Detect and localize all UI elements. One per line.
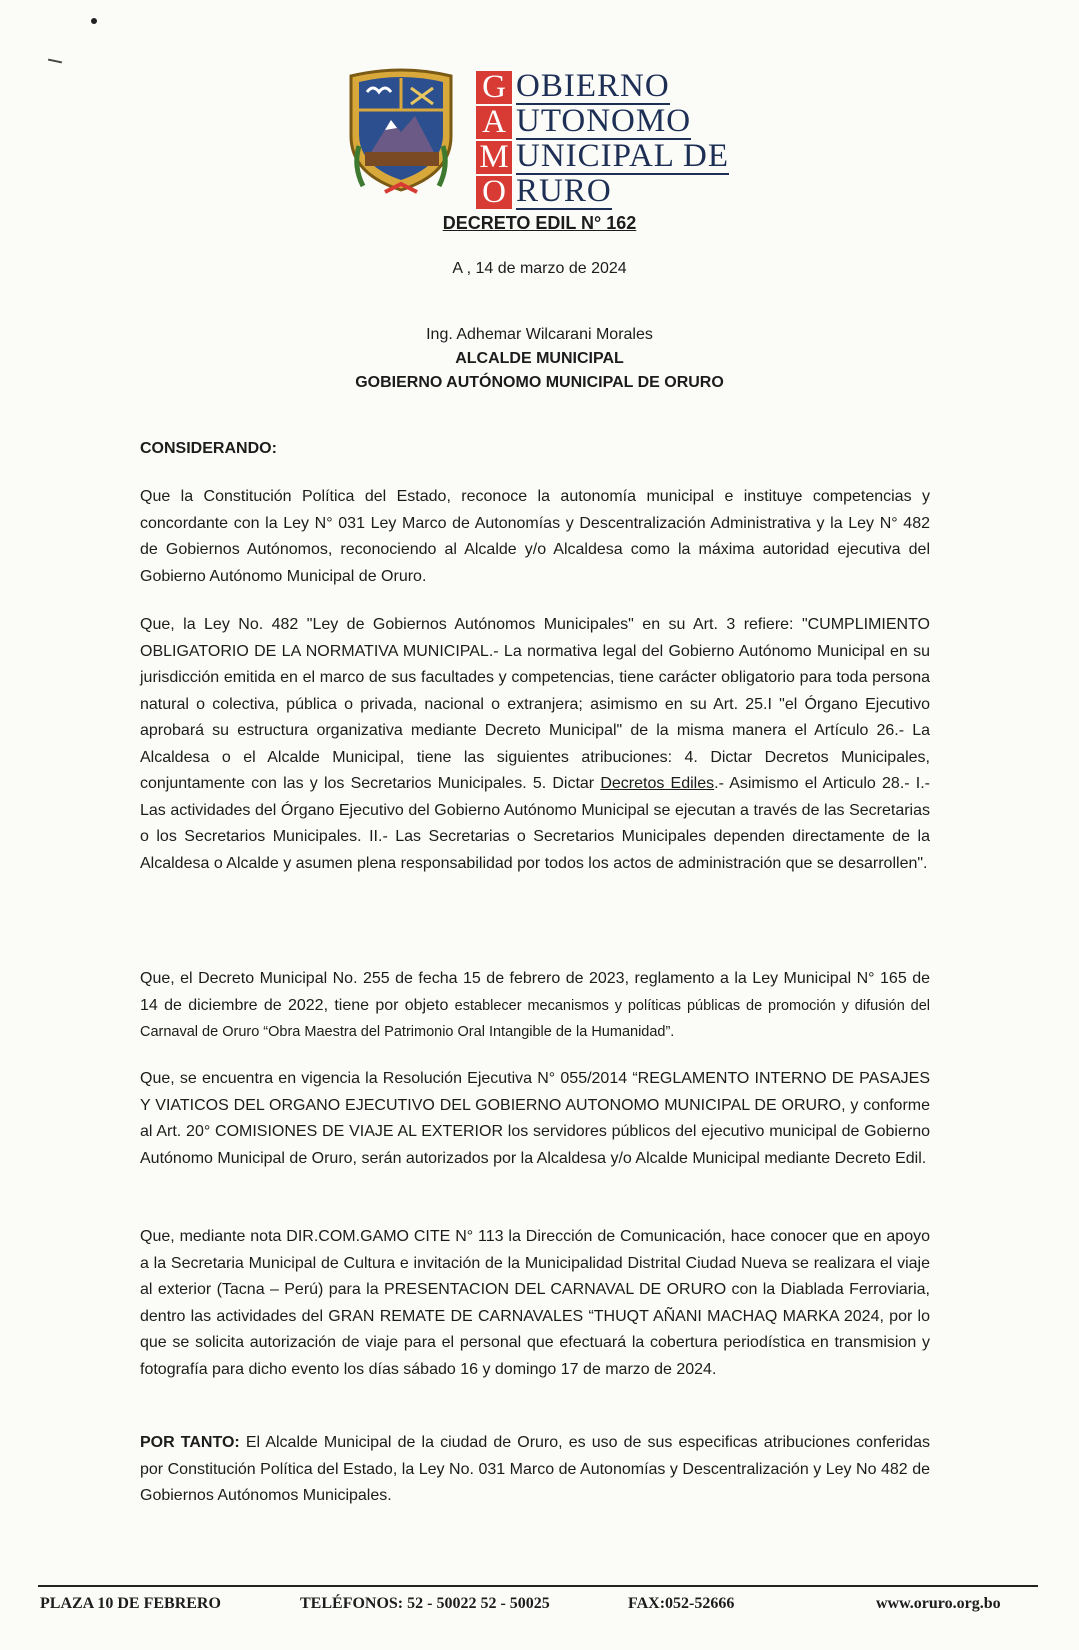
paragraph-1: Que la Constitución Política del Estado, reconoce la autonomía municipal e instituye competencias y concordante con la Ley N° 031 Ley Marco de Autonomías y Descentralización Administrativa y la Ley N° 482 de Gobiernos Autónomos, reconociendo al Alcalde y/o Alcaldesa como la máxima autoridad ejecutiva del Gobierno Autónomo Municipal de Oruro.: [140, 488, 930, 585]
logo-letter: A: [476, 106, 512, 139]
scan-mark: [91, 18, 97, 24]
paragraph-3-text: Que, el Decreto Municipal No. 255 de fecha 15 de febrero de 2023, reglamento a la Ley Municipal N° 165 de 14 de diciembre de 2022, tiene por objeto: [140, 970, 930, 1014]
paragraph-2-text: .- Asimismo el Articulo 28.- I.- Las actividades del Órgano Ejecutivo del Gobierno Autónomo Municipal se ejecutan a través de las Secretarias o los Secretarios Municipales. II.- Las Secretarias o Secretarios Municipales dependen directamente de la Alcaldesa o Alcalde y asumen plena responsabilidad por todos los actos de administración que se desarrollen".: [140, 775, 930, 872]
coat-of-arms-logo: [345, 66, 457, 200]
paragraph-5: Que, mediante nota DIR.COM.GAMO CITE N° 113 la Dirección de Comunicación, hace conocer que en apoyo a la Secretaria Municipal de Cultura e invitación de la Municipalidad Distrital Ciudad Nueva se realizara el viaje al exterior (Tacna – Perú) para la PRESENTACION DEL CARNAVAL DE ORURO con la Diablada Ferroviaria, dentro las actividades del GRAN REMATE DE CARNAVALES “THUQT AÑANI MACHAQ MARKA 2024, por lo que se solicita autorización de viaje para el personal que efectuará la cobertura periodística en transmision y fotografía para dicho evento los días sábado 16 y domingo 17 de marzo de 2024.: [140, 1228, 930, 1378]
decretos-ediles-reference: Decretos Ediles: [600, 775, 715, 792]
paragraph-6-text: El Alcalde Municipal de la ciudad de Oruro, es uso de sus especificas atribuciones conferidas por Constitución Política del Estado, la Ley No. 031 Marco de Autonomías y Descentralización y Ley No 482 de Gobiernos Autónomos Municipales.: [140, 1434, 930, 1504]
logo-row: [476, 70, 729, 105]
logo-word: UNICIPAL DE: [516, 138, 729, 174]
decree-date: A , 14 de marzo de 2024: [452, 260, 627, 277]
logo-word: UTONOMO: [516, 103, 692, 139]
paragraph-4: Que, se encuentra en vigencia la Resolución Ejecutiva N° 055/2014 “REGLAMENTO INTERNO DE PASAJES Y VIATICOS DEL ORGANO EJECUTIVO DEL GOBIERNO AUTONOMO MUNICIPAL DE ORURO, y conforme al Art. 20° COMISIONES DE VIAJE AL EXTERIOR los servidores públicos del ejecutivo municipal de Gobierno Autónomo Municipal de Oruro, serán autorizados por la Alcaldesa y/o Alcalde Municipal mediante Decreto Edil.: [140, 1070, 930, 1167]
footer-address: PLAZA 10 DE FEBRERO: [40, 1595, 221, 1612]
logo-row: [476, 175, 729, 210]
decree-title: DECRETO EDIL N° 162: [442, 213, 637, 233]
logo-row: [476, 140, 729, 175]
scan-mark: [48, 59, 62, 64]
footer-website: www.oruro.org.bo: [876, 1595, 1001, 1612]
paragraph-2-text: Que, la Ley No. 482 "Ley de Gobiernos Autónomos Municipales" en su Art. 3 refiere: "CUMPLIMIENTO OBLIGATORIO DE LA NORMATIVA MUNICIPAL.- La normativa legal del Gobierno Autónomo Municipal en su jurisdicción emitida en el marco de sus facultades y competencias, tiene carácter obligatorio para toda persona natural o colectiva, pública o privada, nacional o extranjera; asimismo en su Art. 25.I "el Órgano Ejecutivo aprobará su estructura organizativa mediante Decreto Municipal" de la misma manera el Artículo 26.- La Alcaldesa o el Alcalde Municipal, tiene las siguientes atribuciones: 4. Dictar Decretos Municipales, conjuntamente con las y los Secretarios Municipales. 5. Dictar: [140, 616, 930, 792]
logo-row: [476, 105, 729, 140]
logo-word: RURO: [516, 173, 612, 209]
institution-logotype: [476, 70, 729, 210]
considerando-heading: CONSIDERANDO:: [140, 440, 277, 457]
paragraph-2: [140, 612, 930, 877]
signatory-role: ALCALDE MUNICIPAL: [455, 350, 624, 367]
signatory-name: Ing. Adhemar Wilcarani Morales: [426, 326, 653, 343]
por-tanto-label: POR TANTO:: [140, 1434, 240, 1451]
paragraph-3-text: establecer mecanismos y políticas públicas de promoción y difusión del Carnaval de Oruro “Obra Maestra del Patrimonio Oral Intangible de la Humanidad”.: [140, 997, 930, 1040]
signatory-organization: GOBIERNO AUTÓNOMO MUNICIPAL DE ORURO: [355, 374, 724, 391]
logo-letter: O: [476, 176, 512, 209]
footer-fax: FAX:052-52666: [628, 1595, 735, 1612]
logo-letter: G: [476, 71, 512, 104]
footer-divider: [38, 1585, 1038, 1587]
paragraph-por-tanto: [140, 1430, 930, 1510]
logo-letter: M: [476, 141, 512, 174]
logo-word: OBIERNO: [516, 68, 670, 104]
footer-phones: TELÉFONOS: 52 - 50022 52 - 50025: [300, 1595, 550, 1612]
paragraph-3: [140, 966, 930, 1046]
